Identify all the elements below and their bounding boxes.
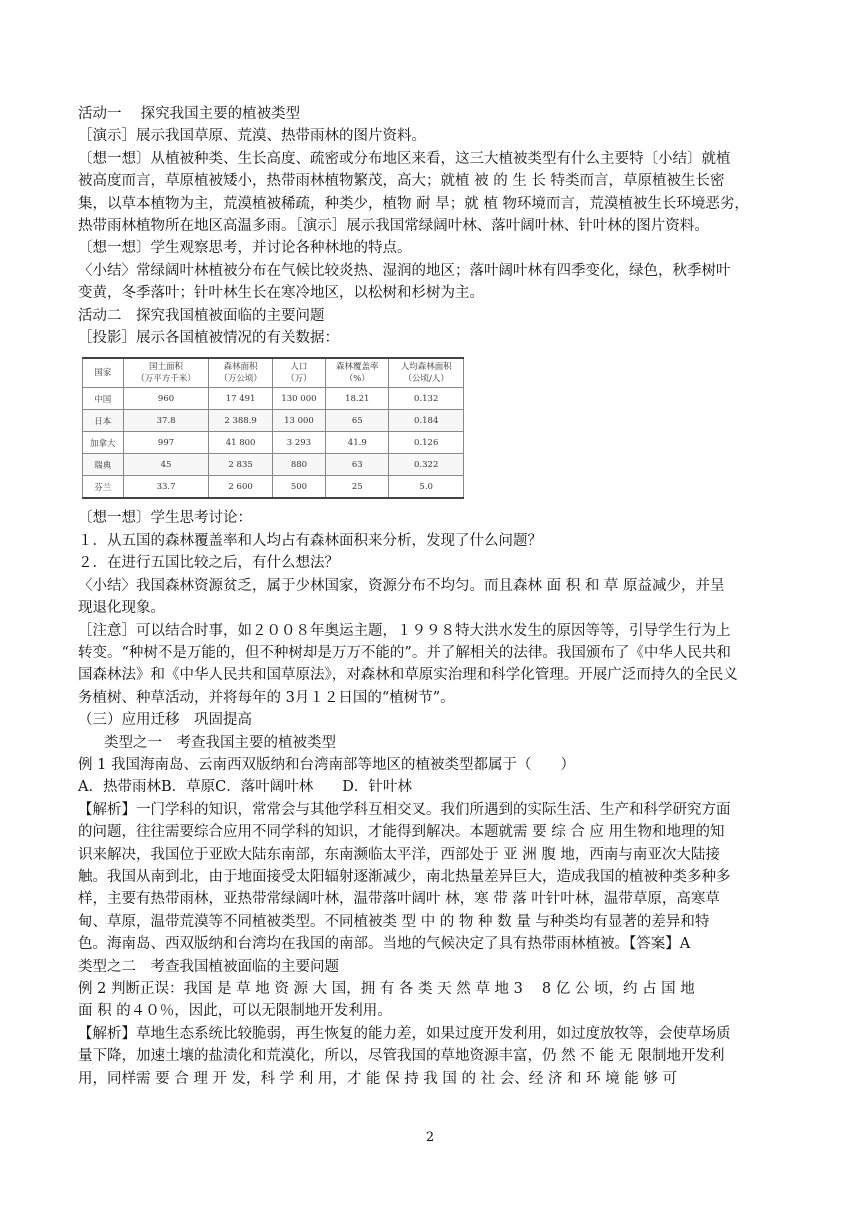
table-cell: 5.0 bbox=[389, 476, 464, 499]
header-label: 国家 bbox=[94, 368, 112, 379]
table-cell: 3 293 bbox=[272, 432, 325, 454]
table-cell: 2 600 bbox=[209, 476, 272, 499]
header-unit: （%） bbox=[344, 374, 370, 385]
table-cell: 130 000 bbox=[272, 388, 325, 410]
text-line: 活动一 探究我国主要的植被类型 bbox=[78, 106, 301, 122]
header-label: 森林面积 bbox=[223, 362, 258, 373]
table-cell: 0.132 bbox=[389, 388, 464, 410]
table-row bbox=[83, 410, 464, 432]
text-line: 〈小结〉我国森林资源贫乏，属于少林国家，资源分布不均匀。而且森林 面 积 和 草 原益减少，并呈 bbox=[78, 577, 725, 594]
text-line: ［演示］展示我国草原、荒漠、热带雨林的图片资料。 bbox=[78, 128, 426, 145]
forest-data-table-wrap bbox=[82, 357, 464, 499]
text-line: 国森林法》和《中华人民共和国草原法》，对森林和草原实治理和科学化管理。开展广泛而持久的全民义 bbox=[78, 667, 738, 684]
text-line: 识来解决，我国位于亚欧大陆东南部，东南濒临太平洋，西部处于 亚 洲 腹 地，西南与南亚次大陆接 bbox=[78, 846, 720, 863]
table-cell: 63 bbox=[326, 454, 389, 476]
text-line: 例 1 我国海南岛、云南西双版纳和台湾南部等地区的植被类型都属于（ ） bbox=[78, 756, 575, 773]
text-line: 〔想一想〕学生观察思考，并讨论各种林地的特点。 bbox=[78, 240, 412, 257]
text-line: 用，同样需 要 合 理 开 发，科 学 利 用，才 能 保 持 我 国 的 社 会、经 济 和 环 境 能 够 可 bbox=[78, 1070, 678, 1087]
text-line: ［注意］可以结合时事，如２００８年奥运主题，１９９８特大洪水发生的原因等等，引导学生行为上 bbox=[78, 622, 731, 639]
table-cell: 18.21 bbox=[326, 388, 389, 410]
text-line: 变黄，冬季落叶；针叶林生长在寒冷地区，以松树和杉树为主。 bbox=[78, 285, 484, 302]
table-cell: 0.322 bbox=[389, 454, 464, 476]
table-cell: 880 bbox=[272, 454, 325, 476]
text-line: 甸、草原，温带荒漠等不同植被类型。不同植被类 型 中 的 物 种 数 量 与种类均有显著的差异和特 bbox=[78, 913, 710, 930]
table-header-cell bbox=[326, 358, 389, 388]
table-cell: 13 000 bbox=[272, 410, 325, 432]
page-number: 2 bbox=[425, 1130, 435, 1145]
text-line: （三）应用迁移 巩固提高 bbox=[78, 712, 252, 729]
table-row bbox=[83, 388, 464, 410]
text-line: 被高度而言，草原植被矮小，热带雨林植物繁茂，高大；就植 被 的 生 长 特类而言，草原植被生长密 bbox=[78, 173, 725, 190]
text-line: 色。海南岛、西双版纳和台湾均在我国的南部。当地的气候决定了具有热带雨林植被。【答案】A bbox=[78, 936, 691, 953]
header-label: 人口 bbox=[290, 362, 308, 373]
text-line: 现退化现象。 bbox=[78, 600, 165, 617]
table-cell: 2 388.9 bbox=[209, 410, 272, 432]
text-line: 样，主要有热带雨林，亚热带常绿阔叶林，温带落叶阔叶 林，寒 带 落 叶针叶林，温带草原，高寒草 bbox=[78, 891, 720, 908]
table-row bbox=[83, 454, 464, 476]
table-row bbox=[83, 476, 464, 499]
table-cell: 65 bbox=[326, 410, 389, 432]
table-cell: 中国 bbox=[83, 388, 124, 410]
table-cell: 2 835 bbox=[209, 454, 272, 476]
table-cell: 日本 bbox=[83, 410, 124, 432]
text-line: 〔想一想〕学生思考讨论： bbox=[78, 510, 252, 527]
text-line: ［投影］展示各国植被情况的有关数据： bbox=[78, 330, 339, 347]
table-row bbox=[83, 432, 464, 454]
text-line: 转变。“种树不是万能的，但不种树却是万万不能的”。并了解相关的法律。我国颁布了《中华人民共和 bbox=[78, 644, 731, 661]
text-line: 〔想一想〕从植被种类、生长高度、疏密或分布地区来看，这三大植被类型有什么主要特〔小结〕就植 bbox=[78, 150, 731, 167]
text-line: 活动二 探究我国植被面临的主要问题 bbox=[78, 307, 325, 324]
text-line: 例 2 判断正误：我国 是 草 地 资 源 大 国，拥 有 各 类 天 然 草 地 3 8 亿 公 顷，约 占 国 地 bbox=[78, 981, 695, 997]
table-cell: 芬兰 bbox=[83, 476, 124, 499]
text-line: 的问题，往往需要综合应用不同学科的知识，才能得到解决。本题就需 要 综 合 应 用生物和地理的知 bbox=[78, 824, 725, 841]
text-line: 类型之一 考查我国主要的植被类型 bbox=[104, 734, 336, 751]
text-line: １．从五国的森林覆盖率和人均占有森林面积来分析，发现了什么问题？ bbox=[78, 532, 542, 549]
text-line: 触。我国从南到北，由于地面接受太阳辐射逐渐减少，南北热量差异巨大，造成我国的植被种类多种多 bbox=[78, 868, 731, 885]
table-cell: 瑞典 bbox=[83, 454, 124, 476]
header-label: 人均森林面积 bbox=[400, 362, 452, 373]
text-line: 热带雨林植物所在地区高温多雨。［演示］展示我国常绿阔叶林、落叶阔叶林、针叶林的图片资料。 bbox=[78, 218, 709, 235]
table-header-cell bbox=[209, 358, 272, 388]
text-line: 类型之二 考查我国植被面临的主要问题 bbox=[78, 958, 339, 975]
table-cell: 41.9 bbox=[326, 432, 389, 454]
table-cell: 997 bbox=[123, 432, 209, 454]
table-cell: 0.184 bbox=[389, 410, 464, 432]
table-cell: 41 800 bbox=[209, 432, 272, 454]
text-line: A．热带雨林B．草原C．落叶阔叶林 D．针叶林 bbox=[78, 779, 412, 796]
table-cell: 17 491 bbox=[209, 388, 272, 410]
table-header-cell bbox=[123, 358, 209, 388]
text-line: 【解析】一门学科的知识，常常会与其他学科互相交叉。我们所遇到的实际生活、生产和科学研究方面 bbox=[78, 801, 731, 818]
text-line: 【解析】草地生态系统比较脆弱，再生恢复的能力差，如果过度开发利用，如过度放牧等，会使草场质 bbox=[78, 1025, 731, 1042]
section-plant-types bbox=[78, 103, 784, 349]
text-line: 面 积 的４０％，因此，可以无限制地开发利用。 bbox=[78, 1003, 392, 1020]
table-header-cell bbox=[389, 358, 464, 388]
table-cell: 960 bbox=[123, 388, 209, 410]
header-label: 国土面积 bbox=[149, 362, 184, 373]
text-line: 〈小结〉常绿阔叶林植被分布在气候比较炎热、湿润的地区；落叶阔叶林有四季变化，绿色，秋季树叶 bbox=[78, 262, 731, 279]
table-cell: 45 bbox=[123, 454, 209, 476]
header-unit: （万平方千米） bbox=[136, 374, 196, 385]
table-header-cell bbox=[83, 358, 124, 388]
text-line: ２．在进行五国比较之后，有什么想法？ bbox=[78, 555, 339, 572]
table-cell: 25 bbox=[326, 476, 389, 499]
table-cell: 500 bbox=[272, 476, 325, 499]
header-unit: （万） bbox=[286, 374, 312, 385]
page-body bbox=[78, 103, 784, 1090]
table-header-cell bbox=[272, 358, 325, 388]
table-cell: 33.7 bbox=[123, 476, 209, 499]
table-cell: 加拿大 bbox=[83, 432, 124, 454]
forest-data-table bbox=[82, 357, 464, 499]
text-line: 集，以草本植物为主，荒漠植被稀疏，种类少，植物 耐 旱；就 植 物环境而言，荒漠植被生长环境恶劣， bbox=[78, 195, 749, 212]
table-cell: 0.126 bbox=[389, 432, 464, 454]
text-line: 量下降，加速土壤的盐渍化和荒漠化，所以，尽管我国的草地资源丰富，仍 然 不 能 无 限制地开发利 bbox=[78, 1048, 725, 1065]
header-unit: （万公顷） bbox=[219, 374, 262, 385]
header-label: 森林覆盖率 bbox=[336, 362, 379, 373]
table-header-row bbox=[83, 358, 464, 388]
header-unit: （公顷/人） bbox=[403, 374, 449, 385]
section-problems-and-exercises bbox=[78, 507, 784, 1090]
table-cell: 37.8 bbox=[123, 410, 209, 432]
table-body bbox=[83, 388, 464, 499]
text-line: 务植树、种草活动，并将每年的 3月１２日国的“植树节”。 bbox=[78, 689, 455, 706]
